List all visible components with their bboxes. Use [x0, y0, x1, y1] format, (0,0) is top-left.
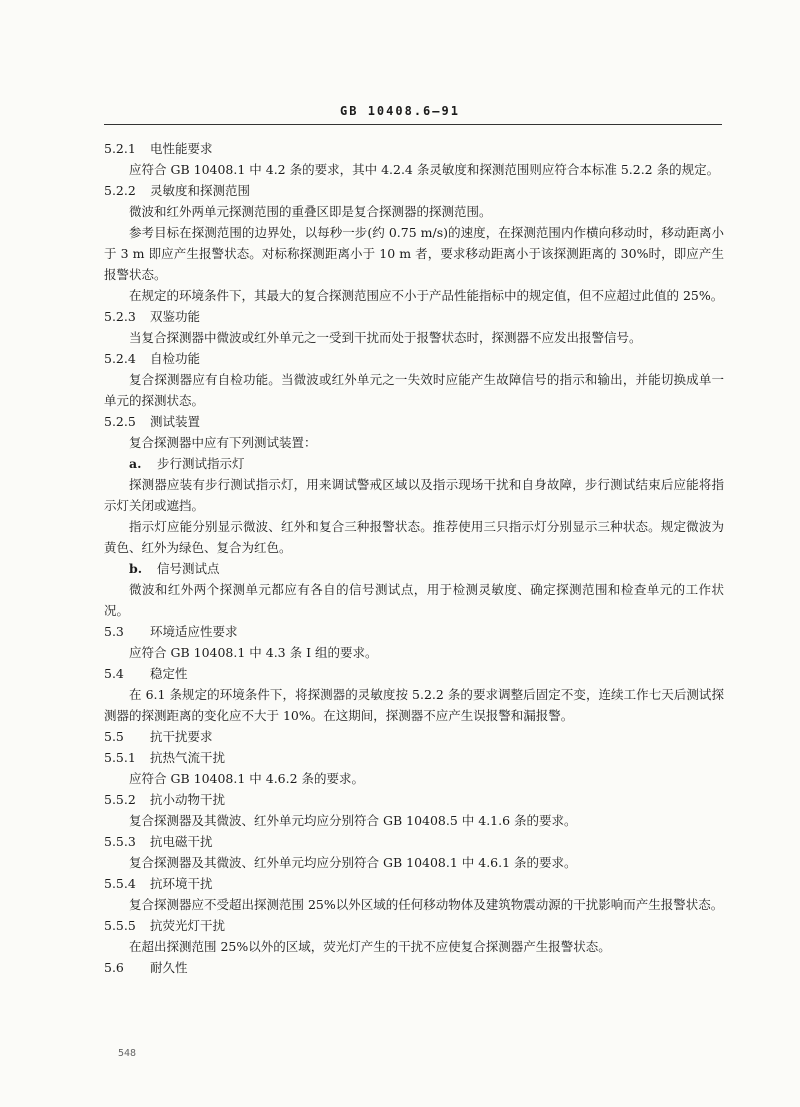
section-number: 5.2.5 — [104, 414, 136, 429]
section-title: 稳定性 — [150, 666, 188, 681]
paragraph: 复合探测器中应有下列测试装置： — [129, 435, 317, 450]
document-body — [104, 138, 724, 978]
section-number: 5.5.2 — [104, 792, 136, 807]
document-header: GB 10408.6—91 — [340, 104, 460, 118]
paragraph: 复合探测器及其微波、红外单元均应分别符合 GB 10408.5 中 4.1.6 条的要求。 — [129, 813, 577, 828]
section-number: 5.5 — [104, 729, 124, 744]
section-title: 抗小动物干扰 — [150, 792, 226, 807]
section-number: 5.5.5 — [104, 918, 136, 933]
section-heading — [104, 621, 724, 642]
section-title: 测试装置 — [150, 414, 201, 429]
section-title: 双鉴功能 — [150, 309, 201, 324]
section-title: 环境适应性要求 — [150, 624, 238, 639]
paragraph: 在 6.1 条规定的环境条件下，将探测器的灵敏度按 5.2.2 条的要求调整后固定不变，连续工作七天后测试探测器的探测距离的变化应不大于 10%。在这期间，探测器不应产生误报警和漏报警。 — [104, 687, 724, 723]
section-heading — [104, 957, 724, 978]
list-item — [104, 453, 724, 474]
section-number: 5.6 — [104, 960, 124, 975]
paragraph: 当复合探测器中微波或红外单元之一受到干扰而处于报警状态时，探测器不应发出报警信号。 — [129, 330, 642, 345]
section-number: 5.2.4 — [104, 351, 136, 366]
list-item-letter: a. — [129, 456, 142, 471]
section-heading — [104, 138, 724, 159]
section-number: 5.3 — [104, 624, 124, 639]
section-title: 抗电磁干扰 — [150, 834, 213, 849]
section-heading — [104, 873, 724, 894]
section-heading — [104, 831, 724, 852]
paragraph: 复合探测器应有自检功能。当微波或红外单元之一失效时应能产生故障信号的指示和输出，并能切换成单一单元的探测状态。 — [104, 372, 724, 408]
section-title: 抗热气流干扰 — [150, 750, 226, 765]
paragraph: 探测器应装有步行测试指示灯，用来调试警戒区域以及指示现场干扰和自身故障，步行测试结束后应能将指示灯关闭或遮挡。 — [104, 477, 724, 513]
section-title: 抗环境干扰 — [150, 876, 213, 891]
paragraph: 应符合 GB 10408.1 中 4.2 条的要求，其中 4.2.4 条灵敏度和探测范围则应符合本标准 5.2.2 条的规定。 — [129, 162, 720, 177]
page-number: 548 — [118, 1048, 137, 1059]
section-number: 5.2.3 — [104, 309, 136, 324]
paragraph: 在规定的环境条件下，其最大的复合探测范围应不小于产品性能指标中的规定值，但不应超过此值的 25%。 — [129, 288, 724, 303]
list-item-letter: b. — [129, 561, 143, 576]
paragraph: 微波和红外两单元探测范围的重叠区即是复合探测器的探测范围。 — [129, 204, 492, 219]
section-number: 5.5.3 — [104, 834, 136, 849]
section-heading — [104, 306, 724, 327]
paragraph: 在超出探测范围 25%以外的区域，荧光灯产生的干扰不应使复合探测器产生报警状态。 — [129, 939, 611, 954]
paragraph: 复合探测器应不受超出探测范围 25%以外区域的任何移动物体及建筑物震动源的干扰影响而产生报警状态。 — [129, 897, 724, 912]
section-title: 灵敏度和探测范围 — [150, 183, 251, 198]
section-number: 5.2.1 — [104, 141, 136, 156]
list-item-title: 信号测试点 — [157, 561, 220, 576]
section-number: 5.5.1 — [104, 750, 136, 765]
section-heading — [104, 747, 724, 768]
paragraph: 参考目标在探测范围的边界处，以每秒一步(约 0.75 m/s)的速度，在探测范围内作横向移动时，移动距离小于 3 m 即应产生报警状态。对标称探测距离小于 10 m 者，要求移动距离小于该探测距离的 30%时，即应产生报警状态。 — [104, 225, 724, 282]
paragraph: 微波和红外两个探测单元都应有各自的信号测试点，用于检测灵敏度、确定探测范围和检查单元的工作状况。 — [104, 582, 724, 618]
header-rule — [104, 124, 722, 125]
section-heading — [104, 180, 724, 201]
paragraph: 应符合 GB 10408.1 中 4.6.2 条的要求。 — [129, 771, 365, 786]
section-heading — [104, 663, 724, 684]
section-title: 电性能要求 — [150, 141, 213, 156]
list-item-title: 步行测试指示灯 — [157, 456, 245, 471]
section-title: 抗荧光灯干扰 — [150, 918, 226, 933]
section-heading — [104, 348, 724, 369]
list-item — [104, 558, 724, 579]
section-number: 5.5.4 — [104, 876, 136, 891]
section-title: 抗干扰要求 — [150, 729, 213, 744]
section-title: 耐久性 — [150, 960, 188, 975]
section-title: 自检功能 — [150, 351, 201, 366]
section-number: 5.4 — [104, 666, 124, 681]
section-number: 5.2.2 — [104, 183, 136, 198]
paragraph: 指示灯应能分别显示微波、红外和复合三种报警状态。推荐使用三只指示灯分别显示三种状态。规定微波为黄色、红外为绿色、复合为红色。 — [104, 519, 724, 555]
section-heading — [104, 789, 724, 810]
section-heading — [104, 411, 724, 432]
paragraph: 复合探测器及其微波、红外单元均应分别符合 GB 10408.1 中 4.6.1 条的要求。 — [129, 855, 577, 870]
section-heading — [104, 726, 724, 747]
paragraph: 应符合 GB 10408.1 中 4.3 条 I 组的要求。 — [129, 645, 378, 660]
section-heading — [104, 915, 724, 936]
